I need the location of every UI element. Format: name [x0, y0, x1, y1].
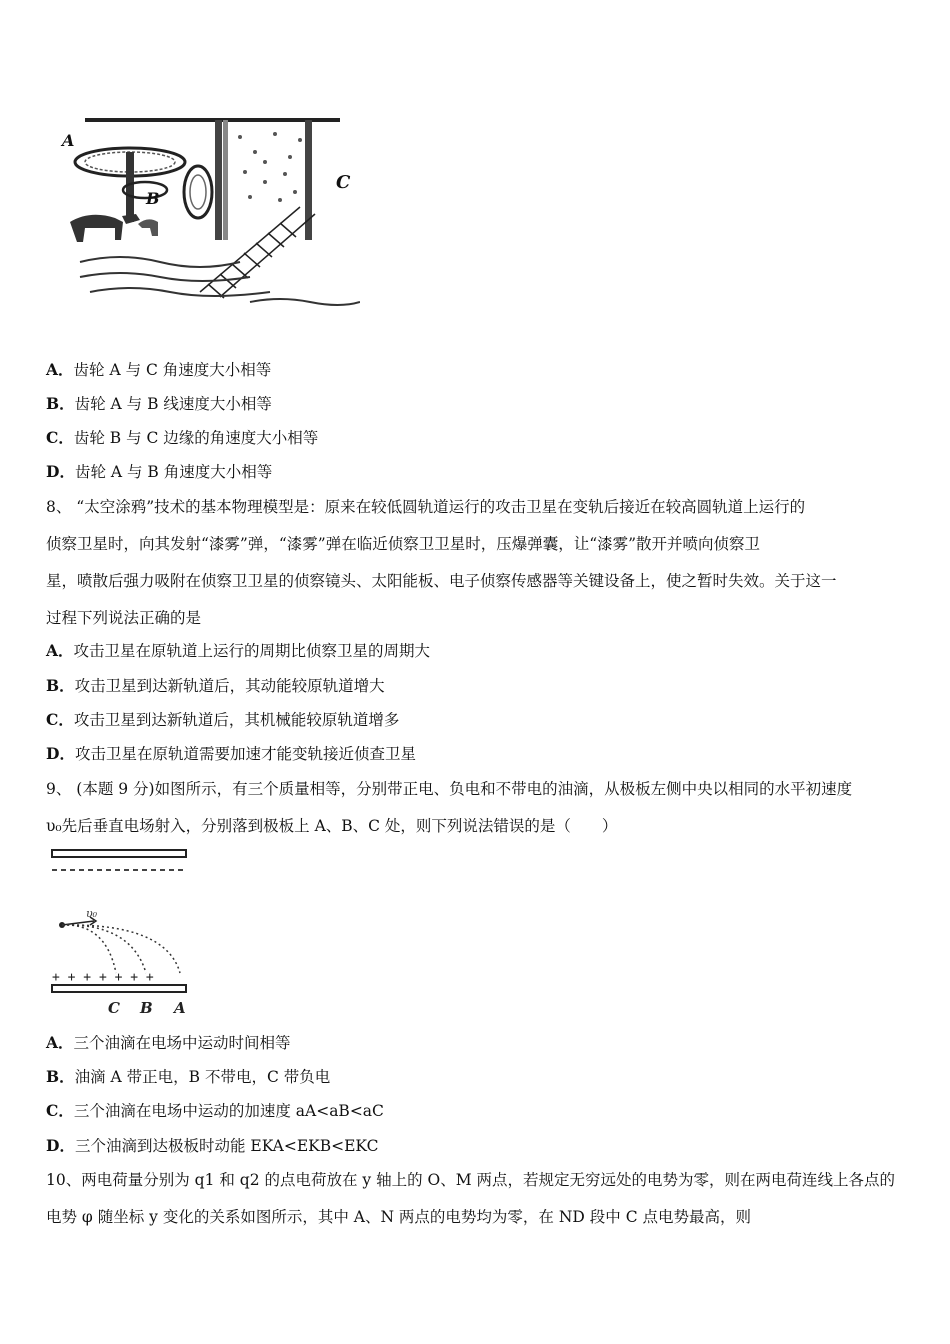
- point-b-label: B: [140, 999, 153, 1017]
- q8-option-d: D．攻击卫星在原轨道需要加速才能变轨接近侦查卫星: [46, 744, 416, 763]
- q7-option-d: D．齿轮 A 与 B 角速度大小相等: [46, 462, 273, 481]
- q7-option-a: A．齿轮 A 与 C 角速度大小相等: [46, 360, 272, 379]
- q8-option-b: B．攻击卫星到达新轨道后，其动能较原轨道增大: [46, 676, 385, 695]
- label-b: B: [146, 189, 160, 208]
- point-c-label: C: [108, 999, 120, 1017]
- q9-option-d: D．三个油滴到达极板时动能 EKA<EKB<EKC: [46, 1136, 379, 1155]
- waterwheel-gear-figure: [50, 112, 360, 312]
- label-a: A: [62, 131, 75, 150]
- q9-stem-line: υ₀先后垂直电场射入，分别落到极板上 A、B、C 处，则下列说法错误的是（ ）: [46, 817, 618, 835]
- q8-option-a: A．攻击卫星在原轨道上运行的周期比侦察卫星的周期大: [46, 641, 431, 660]
- v0-label: υ₀: [86, 907, 98, 920]
- q10-stem-line: 10、两电荷量分别为 q1 和 q2 的点电荷放在 y 轴上的 O、M 两点，若规定无穷远处的电势为零，则在两电荷连线上各点的: [46, 1171, 896, 1189]
- q8-stem-line: 星，喷散后强力吸附在侦察卫卫星的侦察镜头、太阳能板、电子侦察传感器等关键设备上，使之暂时失效。关于这一: [46, 572, 837, 590]
- q9-stem-line: 9、 (本题 9 分)如图所示，有三个质量相等，分别带正电、负电和不带电的油滴，从极板左侧中央以相同的水平初速度: [46, 780, 853, 798]
- q8-stem-line: 8、 “太空涂鸦”技术的基本物理模型是：原来在较低圆轨道运行的攻击卫星在变轨后接近在较高圆轨道上运行的: [46, 498, 806, 516]
- q7-option-b: B．齿轮 A 与 B 线速度大小相等: [46, 394, 272, 413]
- q9-option-c: C．三个油滴在电场中运动的加速度 aA<aB<aC: [46, 1101, 384, 1120]
- q10-stem-line: 电势 φ 随坐标 y 变化的关系如图所示，其中 A、N 两点的电势均为零，在 ND 段中 C 点电势最高，则: [46, 1208, 751, 1226]
- q8-option-c: C．攻击卫星到达新轨道后，其机械能较原轨道增多: [46, 710, 400, 729]
- label-c: C: [336, 172, 351, 193]
- q8-stem-line: 过程下列说法正确的是: [46, 609, 202, 627]
- plus-charges: + + + + + + +: [52, 970, 154, 985]
- q9-option-b: B．油滴 A 带正电，B 不带电，C 带负电: [46, 1067, 331, 1086]
- q9-option-a: A．三个油滴在电场中运动时间相等: [46, 1033, 291, 1052]
- q7-option-c: C．齿轮 B 与 C 边缘的角速度大小相等: [46, 428, 319, 447]
- capacitor-oil-drop-figure: [46, 845, 196, 1020]
- q8-stem-line: 侦察卫星时，向其发射“漆雾”弹，“漆雾”弹在临近侦察卫卫星时，压爆弹囊，让“漆雾”散开并喷向侦察卫: [46, 535, 761, 553]
- point-a-label: A: [174, 999, 186, 1017]
